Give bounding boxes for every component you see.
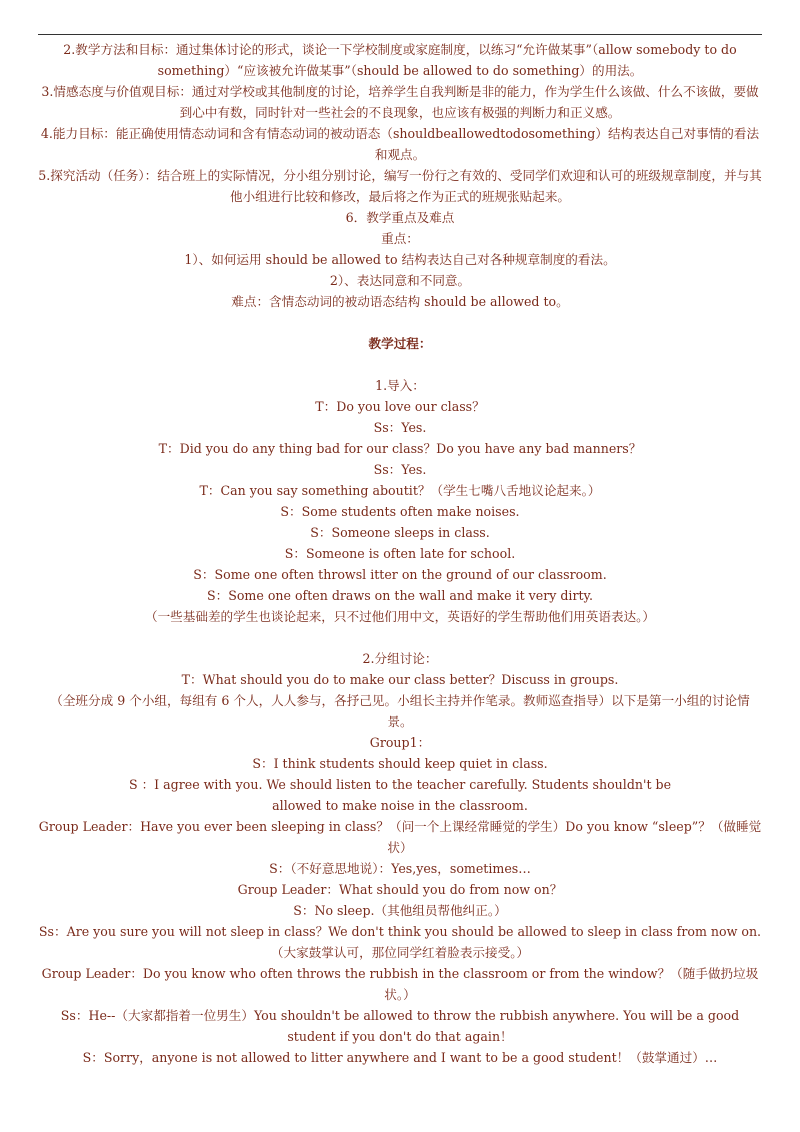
dialogue-line: S：I think students should keep quiet in class. <box>252 756 548 771</box>
dialogue-line: Group Leader：Do you know who often throws the rubbish in the classroom or from the window？（随手做扔垃圾状。） <box>41 966 759 1002</box>
dialogue-note: （全班分成 9 个小组，每组有 6 个人，人人参与，各抒己见。小组长主持并作笔录。教师巡查指导）以下是第一小组的讨论情景。 <box>50 693 750 729</box>
dialogue-line: S：Someone sleeps in class. <box>310 525 490 540</box>
focus-item-1: 1）、如何运用 should be allowed to 结构表达自己对各种规章制度的看法。 <box>184 252 616 267</box>
dialogue-line: S ：I agree with you. We should listen to the teacher carefully. Students shouldn't be <box>128 777 672 792</box>
dialogue-line: Ss：Yes. <box>373 420 427 435</box>
focus-label: 重点： <box>381 231 419 246</box>
dialogue-line: T：Do you love our class？ <box>315 399 485 414</box>
spacer <box>38 312 762 333</box>
key-points-heading: 6．教学重点及难点 <box>345 210 455 225</box>
spacer <box>38 354 762 375</box>
objective-activity: 5.探究活动（任务）：结合班上的实际情况，分小组分别讨论，编写一份行之有效的、受同学们欢迎和认可的班级规章制度，并与其他小组进行比较和修改，最后将之作为正式的班规张贴起来。 <box>38 168 762 204</box>
dialogue-line: S：（不好意思地说）：Yes,yes，sometimes… <box>269 861 531 876</box>
dialogue-line: allowed to make noise in the classroom. <box>272 798 528 813</box>
dialogue-line: Ss：He--（大家都指着一位男生）You shouldn't be allowed to throw the rubbish anywhere. You will be a good student if you don't do that again！ <box>60 1008 740 1044</box>
difficulty-item: 难点：含情态动词的被动语态结构 should be allowed to。 <box>231 294 569 309</box>
dialogue-note: （一些基础差的学生也谈论起来，只不过他们用中文，英语好的学生帮助他们用英语表达。） <box>144 609 656 624</box>
dialogue-line: Group Leader：Have you ever been sleeping in class？（问一个上课经常睡觉的学生）Do you know “sleep”？（做睡觉状） <box>38 819 762 855</box>
group-name: Group1： <box>369 735 431 750</box>
intro-title: 1.导入： <box>375 378 425 393</box>
dialogue-line: S：Some students often make noises. <box>280 504 520 519</box>
focus-item-2: 2）、表达同意和不同意。 <box>329 273 471 288</box>
dialogue-line: T：What should you do to make our class better？Discuss in groups. <box>181 672 619 687</box>
spacer <box>38 627 762 648</box>
header-rule <box>38 34 762 35</box>
dialogue-line: T：Did you do any thing bad for our class？Do you have any bad manners？ <box>158 441 642 456</box>
objective-attitude: 3.情感态度与价值观目标：通过对学校或其他制度的讨论，培养学生自我判断是非的能力，作为学生什么该做、什么不该做，要做到心中有数，同时针对一些社会的不良现象，也应该有极强的判断力和正义感。 <box>41 84 759 120</box>
document-body <box>38 39 762 1068</box>
dialogue-line: Ss：Are you sure you will not sleep in class？We don't think you should be allowed to sleep in class from now on.（大家鼓掌认可，那位同学红着脸表示接受。） <box>38 924 762 960</box>
dialogue-line: S：Someone is often late for school. <box>284 546 516 561</box>
dialogue-line: S：Some one often throwsl itter on the ground of our classroom. <box>193 567 607 582</box>
dialogue-line: S：No sleep.（其他组员帮他纠正。） <box>293 903 507 918</box>
dialogue-line: S：Sorry，anyone is not allowed to litter anywhere and I want to be a good student！（鼓掌通过）… <box>82 1050 718 1065</box>
objective-method: 2.教学方法和目标：通过集体讨论的形式，谈论一下学校制度或家庭制度，以练习“允许做某事”（allow somebody to do something）“应该被允许做某事”（should be allowed to do something）的用法。 <box>63 42 737 78</box>
dialogue-line: T：Can you say something aboutit？（学生七嘴八舌地议论起来。） <box>199 483 601 498</box>
dialogue-line: Ss：Yes. <box>373 462 427 477</box>
objective-ability: 4.能力目标：能正确使用情态动词和含有情态动词的被动语态（shouldbeallowedtodosomething）结构表达自己对事情的看法和观点。 <box>40 126 760 162</box>
group-title: 2.分组讨论： <box>362 651 438 666</box>
dialogue-line: Group Leader：What should you do from now on？ <box>237 882 563 897</box>
dialogue-line: S：Some one often draws on the wall and make it very dirty. <box>207 588 593 603</box>
process-heading: 教学过程： <box>368 336 432 351</box>
